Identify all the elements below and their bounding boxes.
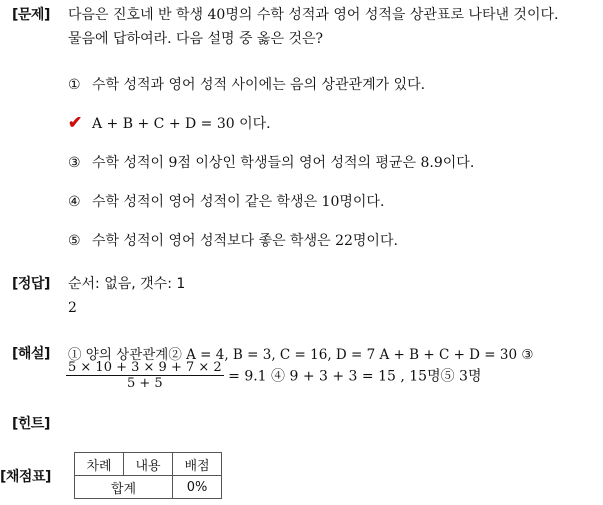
answer-line2: 2 [68,300,77,316]
option-5 [68,230,398,250]
option-5-marker: ⑤ [68,233,81,249]
score-total-label: 합계 [75,476,173,499]
option-3-text: 수학 성적이 9점 이상인 학생들의 영어 성적의 평균은 8.9이다. [92,155,475,171]
score-header-points: 배점 [173,453,222,476]
explanation-label: [해설] [12,346,50,362]
score-table [74,452,222,499]
scoring-label: [채점표] [0,469,51,485]
score-header-order: 차례 [75,453,124,476]
score-total-value: 0% [173,476,222,499]
hint-label: [힌트] [12,416,50,432]
option-5-text: 수학 성적이 영어 성적보다 좋은 학생은 22명이다. [92,233,398,249]
explanation-line2 [66,360,482,391]
problem-text-line2: 물음에 답하여라. 다음 설명 중 옳은 것은? [68,31,324,47]
option-4-marker: ④ [68,194,81,210]
option-3 [68,152,474,172]
option-2-text: A + B + C + D = 30 이다. [92,116,271,132]
option-1-text: 수학 성적과 영어 성적 사이에는 음의 상관관계가 있다. [92,77,426,93]
score-table-header-row [75,453,222,476]
explanation-line1: ① 양의 상관관계② A = 4, B = 3, C = 16, D = 7 A + B + C + D = 30 ③ [68,347,534,363]
option-1-marker: ① [68,77,81,93]
problem-text-line1: 다음은 진호네 반 학생 40명의 수학 성적과 영어 성적을 상관표로 나타낸 것이다. [68,7,559,23]
option-2 [68,113,271,133]
option-1 [68,74,425,94]
problem-label: [문제] [12,7,50,23]
score-header-content: 내용 [124,453,173,476]
answer-label: [정답] [12,276,50,292]
checkmark-icon: ✔ [68,113,83,133]
answer-line1: 순서: 없음, 갯수: 1 [68,276,186,292]
explanation-fraction [66,360,224,391]
option-4 [68,191,384,211]
fraction-numerator: 5 × 10 + 3 × 9 + 7 × 2 [68,360,222,375]
option-3-marker: ③ [68,155,81,171]
fraction-denominator: 5 + 5 [126,376,163,391]
score-table-total-row [75,476,222,499]
explanation-line2-rest: = 9.1 ④ 9 + 3 + 3 = 15 , 15명⑤ 3명 [228,368,482,385]
option-4-text: 수학 성적이 영어 성적이 같은 학생은 10명이다. [92,194,385,210]
